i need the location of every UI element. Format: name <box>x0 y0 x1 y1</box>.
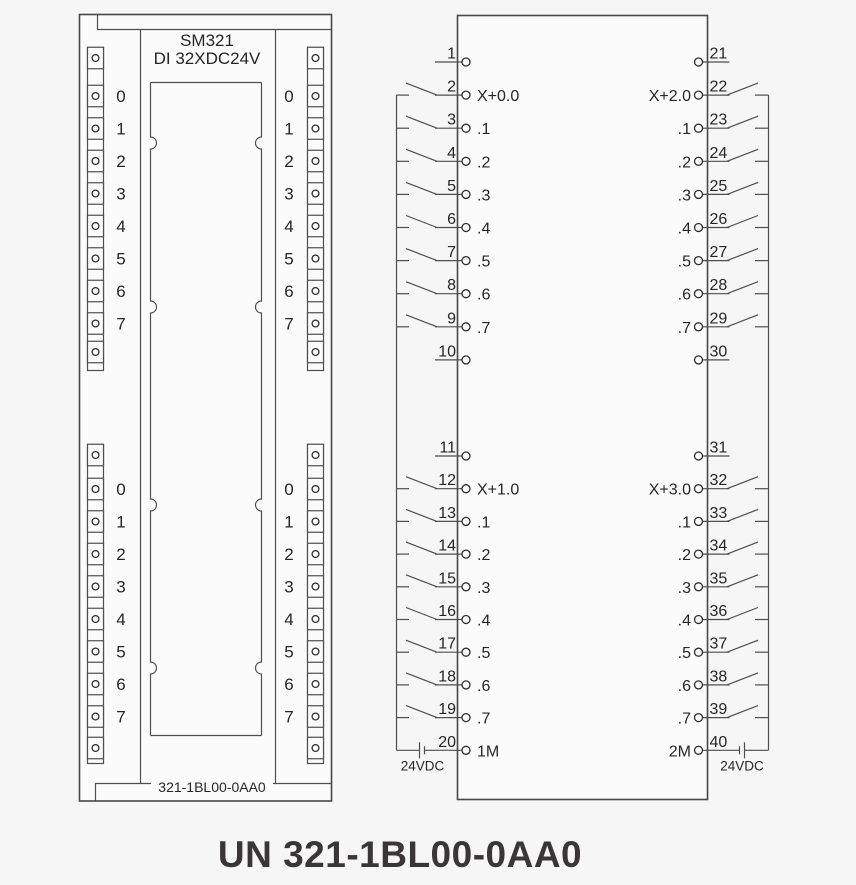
switch-lever <box>727 149 758 161</box>
terminal-point <box>695 714 703 722</box>
switch-lever <box>727 706 758 718</box>
led-indicator <box>92 583 99 590</box>
terminal-number: 6 <box>447 211 456 228</box>
led-indicator <box>312 713 319 720</box>
terminal-point <box>695 452 703 460</box>
led-channel-number: 3 <box>116 577 126 597</box>
led-channel-number: 6 <box>116 282 126 301</box>
terminal-number: 28 <box>709 277 728 295</box>
terminal-number: 25 <box>709 177 728 195</box>
terminal-label: X+3.0 <box>648 481 691 499</box>
led-indicator <box>92 223 99 230</box>
led-channel-number: 3 <box>284 577 294 597</box>
terminal-label: .4 <box>477 220 491 238</box>
switch-lever <box>406 282 437 294</box>
led-indicator <box>92 320 99 327</box>
terminal-label: .4 <box>477 612 491 630</box>
terminal-point <box>462 58 470 66</box>
led-channel-number: 7 <box>284 314 294 334</box>
terminal-point <box>695 257 703 265</box>
switch-lever <box>727 216 758 228</box>
terminal-block-outline <box>458 16 708 800</box>
switch-lever <box>727 477 758 489</box>
led-indicator <box>312 486 319 493</box>
led-channel-number: 5 <box>116 642 126 662</box>
terminal-number: 5 <box>447 177 456 195</box>
terminal-label: .1 <box>477 514 491 532</box>
terminal-label: .6 <box>677 286 691 304</box>
module-title-line1: SM321 <box>180 31 234 50</box>
terminal-label: .6 <box>477 286 491 304</box>
led-indicator <box>312 190 319 197</box>
terminal-point <box>695 190 703 198</box>
terminal-label: X+2.0 <box>648 88 691 106</box>
terminal-number: 40 <box>709 733 728 751</box>
led-indicator <box>312 288 319 295</box>
led-indicator <box>312 681 319 688</box>
terminal-point <box>695 91 703 99</box>
terminal-point <box>462 746 470 754</box>
switch-lever <box>727 315 758 327</box>
led-indicator <box>92 551 99 558</box>
terminal-number: 15 <box>438 570 456 588</box>
led-indicator <box>312 616 319 623</box>
terminal-number: 19 <box>438 701 456 719</box>
terminal-label: .5 <box>477 645 491 663</box>
led-indicator <box>312 349 319 356</box>
terminal-number: 3 <box>447 111 456 129</box>
led-indicator <box>92 349 99 356</box>
terminal-number: 4 <box>447 144 456 162</box>
led-indicator <box>312 223 319 230</box>
terminal-label: 1M <box>477 743 500 761</box>
led-channel-number: 4 <box>116 217 126 236</box>
terminal-point <box>462 157 470 165</box>
led-channel-number: 2 <box>284 152 294 171</box>
module-order-number: 321-1BL00-0AA0 <box>158 779 266 795</box>
terminal-label: X+1.0 <box>477 481 520 499</box>
switch-lever <box>406 640 437 652</box>
led-channel-number: 3 <box>116 184 126 204</box>
supply-voltage-label-left: 24VDC <box>400 758 445 774</box>
led-indicator <box>92 616 99 623</box>
switch-lever <box>406 216 437 228</box>
led-channel-number: 1 <box>284 512 294 532</box>
terminal-label: .3 <box>677 187 691 205</box>
terminal-number: 38 <box>709 668 728 686</box>
led-channel-number: 1 <box>284 119 294 139</box>
led-indicator <box>312 55 319 62</box>
switch-lever <box>406 149 437 161</box>
terminal-label: .5 <box>477 253 491 271</box>
switch-lever <box>727 608 758 620</box>
led-indicator <box>92 125 99 132</box>
terminal-point <box>462 648 470 656</box>
terminal-point <box>462 91 470 99</box>
terminal-number: 24 <box>709 144 728 162</box>
switch-lever <box>727 673 758 685</box>
terminal-number: 13 <box>438 504 456 522</box>
led-indicator <box>92 713 99 720</box>
led-channel-number: 0 <box>284 480 294 499</box>
led-indicator <box>312 452 319 459</box>
terminal-diagram <box>397 16 769 800</box>
terminal-label: X+0.0 <box>477 88 520 106</box>
terminal-point <box>462 681 470 689</box>
switch-lever <box>406 315 437 327</box>
figure-caption: UN 321-1BL00-0AA0 <box>217 834 583 875</box>
terminal-label: .2 <box>677 154 691 172</box>
led-indicator <box>312 648 319 655</box>
switch-lever <box>406 116 437 128</box>
switch-lever <box>727 542 758 554</box>
led-channel-number: 3 <box>284 184 294 204</box>
terminal-point <box>695 157 703 165</box>
terminal-number: 23 <box>709 111 728 129</box>
terminal-point <box>695 681 703 689</box>
terminal-label: .5 <box>677 645 691 663</box>
led-channel-number: 6 <box>116 675 126 694</box>
terminal-number: 21 <box>709 45 728 63</box>
switch-lever <box>727 640 758 652</box>
terminal-label: .2 <box>677 547 691 565</box>
terminal-number: 30 <box>709 343 728 361</box>
terminal-point <box>462 257 470 265</box>
led-indicator <box>312 551 319 558</box>
led-channel-number: 0 <box>116 87 126 106</box>
switch-lever <box>727 575 758 587</box>
led-indicator <box>92 681 99 688</box>
terminal-label: .2 <box>477 547 491 565</box>
terminal-label: .7 <box>477 319 491 337</box>
terminal-number: 26 <box>709 211 728 228</box>
terminal-number: 20 <box>438 733 456 751</box>
terminal-number: 36 <box>709 603 728 620</box>
terminal-label: .2 <box>477 154 491 172</box>
switch-lever <box>727 116 758 128</box>
led-indicator <box>92 745 99 752</box>
led-indicator <box>92 288 99 295</box>
terminal-point <box>462 356 470 364</box>
terminal-point <box>695 124 703 132</box>
switch-lever <box>727 509 758 521</box>
led-channel-number: 0 <box>116 480 126 499</box>
terminal-point <box>462 290 470 298</box>
switch-lever <box>406 706 437 718</box>
terminal-label: .1 <box>477 121 491 139</box>
led-channel-number: 5 <box>284 642 294 662</box>
terminal-number: 8 <box>447 277 456 295</box>
led-channel-number: 2 <box>116 545 126 564</box>
terminal-point <box>462 550 470 558</box>
led-indicator <box>92 452 99 459</box>
terminal-label: .7 <box>677 319 691 337</box>
switch-lever <box>727 249 758 261</box>
led-channel-number: 7 <box>116 707 126 727</box>
terminal-number: 35 <box>709 570 728 588</box>
terminal-point <box>695 746 703 754</box>
led-channel-number: 6 <box>284 282 294 301</box>
led-indicator <box>92 190 99 197</box>
terminal-point <box>695 58 703 66</box>
led-channel-number: 4 <box>116 610 126 629</box>
led-channel-number: 4 <box>284 217 294 236</box>
led-indicator <box>92 158 99 165</box>
led-channel-number: 2 <box>284 545 294 564</box>
terminal-point <box>695 517 703 525</box>
terminal-point <box>462 452 470 460</box>
terminal-label: .3 <box>477 187 491 205</box>
terminal-point <box>462 517 470 525</box>
led-channel-number: 5 <box>284 249 294 269</box>
led-channel-number: 7 <box>116 314 126 334</box>
terminal-number: 10 <box>438 343 456 361</box>
led-indicator <box>312 745 319 752</box>
led-indicator <box>92 648 99 655</box>
supply-voltage-label-right: 24VDC <box>720 758 764 774</box>
terminal-number: 9 <box>447 310 456 328</box>
led-indicator <box>312 320 319 327</box>
led-channel-number: 0 <box>284 87 294 106</box>
led-indicator <box>92 55 99 62</box>
terminal-number: 1 <box>447 45 456 63</box>
terminal-point <box>695 583 703 591</box>
terminal-number: 31 <box>709 439 728 457</box>
module-faceplate <box>80 15 332 802</box>
terminal-point <box>695 224 703 232</box>
switch-lever <box>406 509 437 521</box>
switch-lever <box>406 477 437 489</box>
terminal-number: 32 <box>709 472 728 490</box>
terminal-number: 39 <box>709 701 728 719</box>
terminal-label: .5 <box>677 253 691 271</box>
terminal-label: .3 <box>677 579 691 597</box>
led-indicator <box>312 93 319 100</box>
terminal-number: 22 <box>709 78 728 96</box>
terminal-label: .7 <box>477 710 491 728</box>
led-channel-number: 1 <box>116 512 126 532</box>
terminal-point <box>695 323 703 331</box>
switch-lever <box>727 83 758 95</box>
switch-lever <box>406 182 437 194</box>
led-channel-number: 4 <box>284 610 294 629</box>
terminal-label: .4 <box>677 220 691 238</box>
terminal-point <box>462 485 470 493</box>
terminal-point <box>695 356 703 364</box>
terminal-point <box>695 616 703 624</box>
switch-lever <box>727 182 758 194</box>
terminal-point <box>462 583 470 591</box>
terminal-label: .1 <box>677 514 691 532</box>
terminal-number: 7 <box>447 244 456 262</box>
terminal-point <box>462 714 470 722</box>
terminal-number: 2 <box>447 78 456 96</box>
led-indicator <box>92 518 99 525</box>
switch-lever <box>406 673 437 685</box>
led-channel-number: 1 <box>116 119 126 139</box>
terminal-label: .6 <box>677 677 691 695</box>
terminal-number: 27 <box>709 244 728 262</box>
terminal-number: 34 <box>709 537 728 555</box>
terminal-point <box>462 616 470 624</box>
switch-lever <box>406 542 437 554</box>
led-indicator <box>312 583 319 590</box>
led-indicator <box>312 518 319 525</box>
led-channel-number: 2 <box>116 152 126 171</box>
terminal-number: 12 <box>438 472 456 490</box>
terminal-number: 16 <box>438 603 456 620</box>
terminal-point <box>462 323 470 331</box>
terminal-number: 17 <box>438 635 456 653</box>
terminal-point <box>695 485 703 493</box>
terminal-point <box>695 648 703 656</box>
switch-lever <box>406 249 437 261</box>
led-channel-number: 5 <box>116 249 126 269</box>
terminal-point <box>695 550 703 558</box>
terminal-label: .1 <box>677 121 691 139</box>
terminal-point <box>462 190 470 198</box>
terminal-number: 33 <box>709 504 728 522</box>
terminal-point <box>695 290 703 298</box>
terminal-label: .3 <box>477 579 491 597</box>
switch-lever <box>406 575 437 587</box>
led-indicator <box>92 255 99 262</box>
led-channel-number: 7 <box>284 707 294 727</box>
terminal-label: 2M <box>668 743 691 761</box>
terminal-number: 37 <box>709 635 728 653</box>
terminal-number: 14 <box>438 537 456 555</box>
led-indicator <box>92 93 99 100</box>
terminal-label: .7 <box>677 710 691 728</box>
switch-lever <box>727 282 758 294</box>
terminal-number: 29 <box>709 310 728 328</box>
module-title-line2: DI 32XDC24V <box>153 49 261 68</box>
switch-lever <box>406 83 437 95</box>
terminal-point <box>462 124 470 132</box>
terminal-label: .6 <box>477 677 491 695</box>
led-indicator <box>92 486 99 493</box>
led-channel-number: 6 <box>284 675 294 694</box>
terminal-number: 18 <box>438 668 456 686</box>
switch-lever <box>406 608 437 620</box>
led-indicator <box>312 255 319 262</box>
terminal-label: .4 <box>677 612 691 630</box>
led-indicator <box>312 125 319 132</box>
terminal-point <box>462 224 470 232</box>
terminal-number: 11 <box>439 439 456 457</box>
led-indicator <box>312 158 319 165</box>
